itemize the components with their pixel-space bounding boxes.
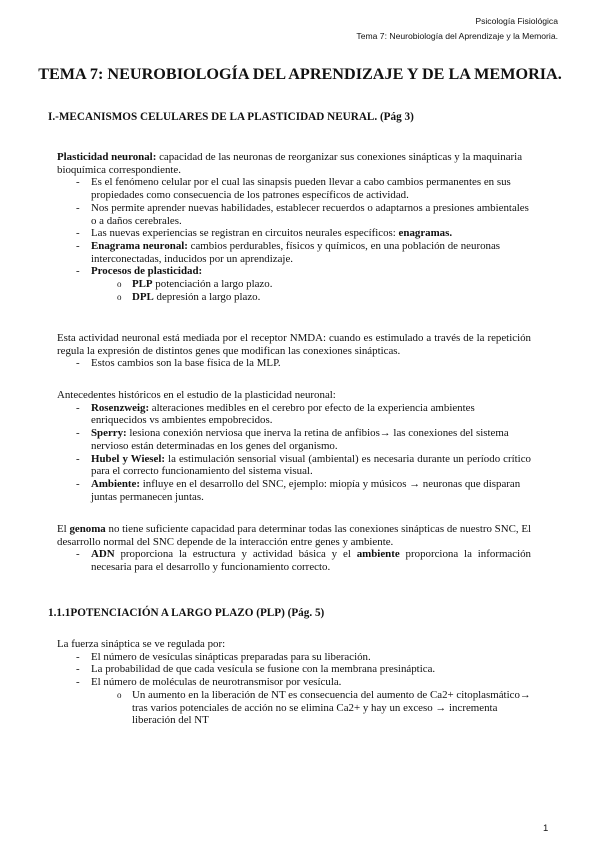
nmda-paragraph: Esta actividad neuronal está mediada por el receptor NMDA: cuando es estimulado a través de la repetición regula la expresión de distintos genes que modifican las conexiones sinápticas. [57,332,531,357]
genoma-paragraph: El genoma no tiene suficiente capacidad para determinar todas las conexiones sinápticas de nuestro SNC, El desarrollo normal del SNC depende de la interacción entre genes y ambiente. [57,523,531,548]
nmda-list [57,357,531,370]
list-item: - Ambiente: influye en el desarrollo del SNC, ejemplo: miopía y músicos → neuronas que disparan juntas permanecen juntas. [57,478,531,503]
list-item: o Un aumento en la liberación de NT es consecuencia del aumento de Ca2+ citoplasmático→ tras varios potenciales de acción no se elimina Ca2+ y hay un exceso → incrementa liberación del NT [57,689,531,727]
list-item: - Enagrama neuronal: cambios perdurables, físicos y químicos, en una población de neuronas interconectadas, inducidos por un aprendizaje. [57,240,531,265]
nmda-block [57,332,531,370]
history-list [57,402,531,504]
plasticity-processes [57,278,531,303]
plp-block [57,638,531,727]
list-item: - Nos permite aprender nuevas habilidades, establecer recuerdos o adaptarnos a presiones ambientales o a daños cerebrales. [57,202,531,227]
list-item: - Sperry: lesiona conexión nerviosa que inerva la retina de anfibios→ las conexiones del sistema nervioso están determinadas en los genes del organismo. [57,427,531,452]
list-item: - ADN proporciona la estructura y actividad básica y el ambiente proporciona la información necesaria para el desarrollo y funcionamiento correcto. [57,548,531,573]
header-topic: Tema 7: Neurobiología del Aprendizaje y la Memoria. [356,31,558,41]
list-item: o DPL depresión a largo plazo. [57,291,531,304]
list-item: - El número de moléculas de neurotransmisor por vesícula. o Un aumento en la liberación de NT es consecuencia del aumento de Ca2+ citoplasmático→ tras varios potenciales de acción no se elimina Ca2+ y hay un exceso → incrementa liberación del NT [57,676,531,727]
genoma-block [57,523,531,574]
plasticity-list [57,176,531,303]
list-item: - Es el fenómeno celular por el cual las sinapsis pueden llevar a cabo cambios permanentes en sus propiedades como consecuencia de los patrones específicos de actividad. [57,176,531,201]
plp-sublist [57,689,531,727]
list-item: - Las nuevas experiencias se registran en circuitos neurales específicos: enagramas. [57,227,531,240]
list-item: - Hubel y Wiesel: la estimulación sensorial visual (ambiental) es necesaria durante un período crítico para el correcto funcionamiento del sistema visual. [57,453,531,478]
plasticity-block [57,151,531,303]
plp-intro: La fuerza sináptica se ve regulada por: [57,638,226,650]
list-item: - Procesos de plasticidad: o PLP potenciación a largo plazo. o DPL depresión a largo plazo. [57,265,531,303]
section-heading-mecanismos: I.-MECANISMOS CELULARES DE LA PLASTICIDAD NEURAL. (Pág 3) [48,111,414,123]
list-item: - La probabilidad de que cada vesícula se fusione con la membrana presináptica. [57,663,531,676]
list-item: o PLP potenciación a largo plazo. [57,278,531,291]
list-item: - Rosenzweig: alteraciones medibles en el cerebro por efecto de la experiencia ambientes enriquecidos vs ambientes empobrecidos. [57,402,531,427]
history-intro: Antecedentes históricos en el estudio de la plasticidad neuronal: [57,389,336,401]
plasticity-definition: Plasticidad neuronal: capacidad de las neuronas de reorganizar sus conexiones sinápticas y la maquinaria bioquímica correspondiente. [57,151,523,176]
page-number: 1 [543,823,549,834]
plp-list [57,651,531,727]
genoma-list [57,548,531,573]
section-heading-plp: 1.1.1POTENCIACIÓN A LARGO PLAZO (PLP) (Pág. 5) [48,607,325,619]
list-item: - El número de vesículas sinápticas preparadas para su liberación. [57,651,531,664]
page-title: TEMA 7: NEUROBIOLOGÍA DEL APRENDIZAJE Y DE LA MEMORIA. [38,65,562,83]
header-subject: Psicología Fisiológica [475,16,558,26]
list-item: - Estos cambios son la base física de la MLP. [57,357,531,370]
history-block [57,389,531,503]
